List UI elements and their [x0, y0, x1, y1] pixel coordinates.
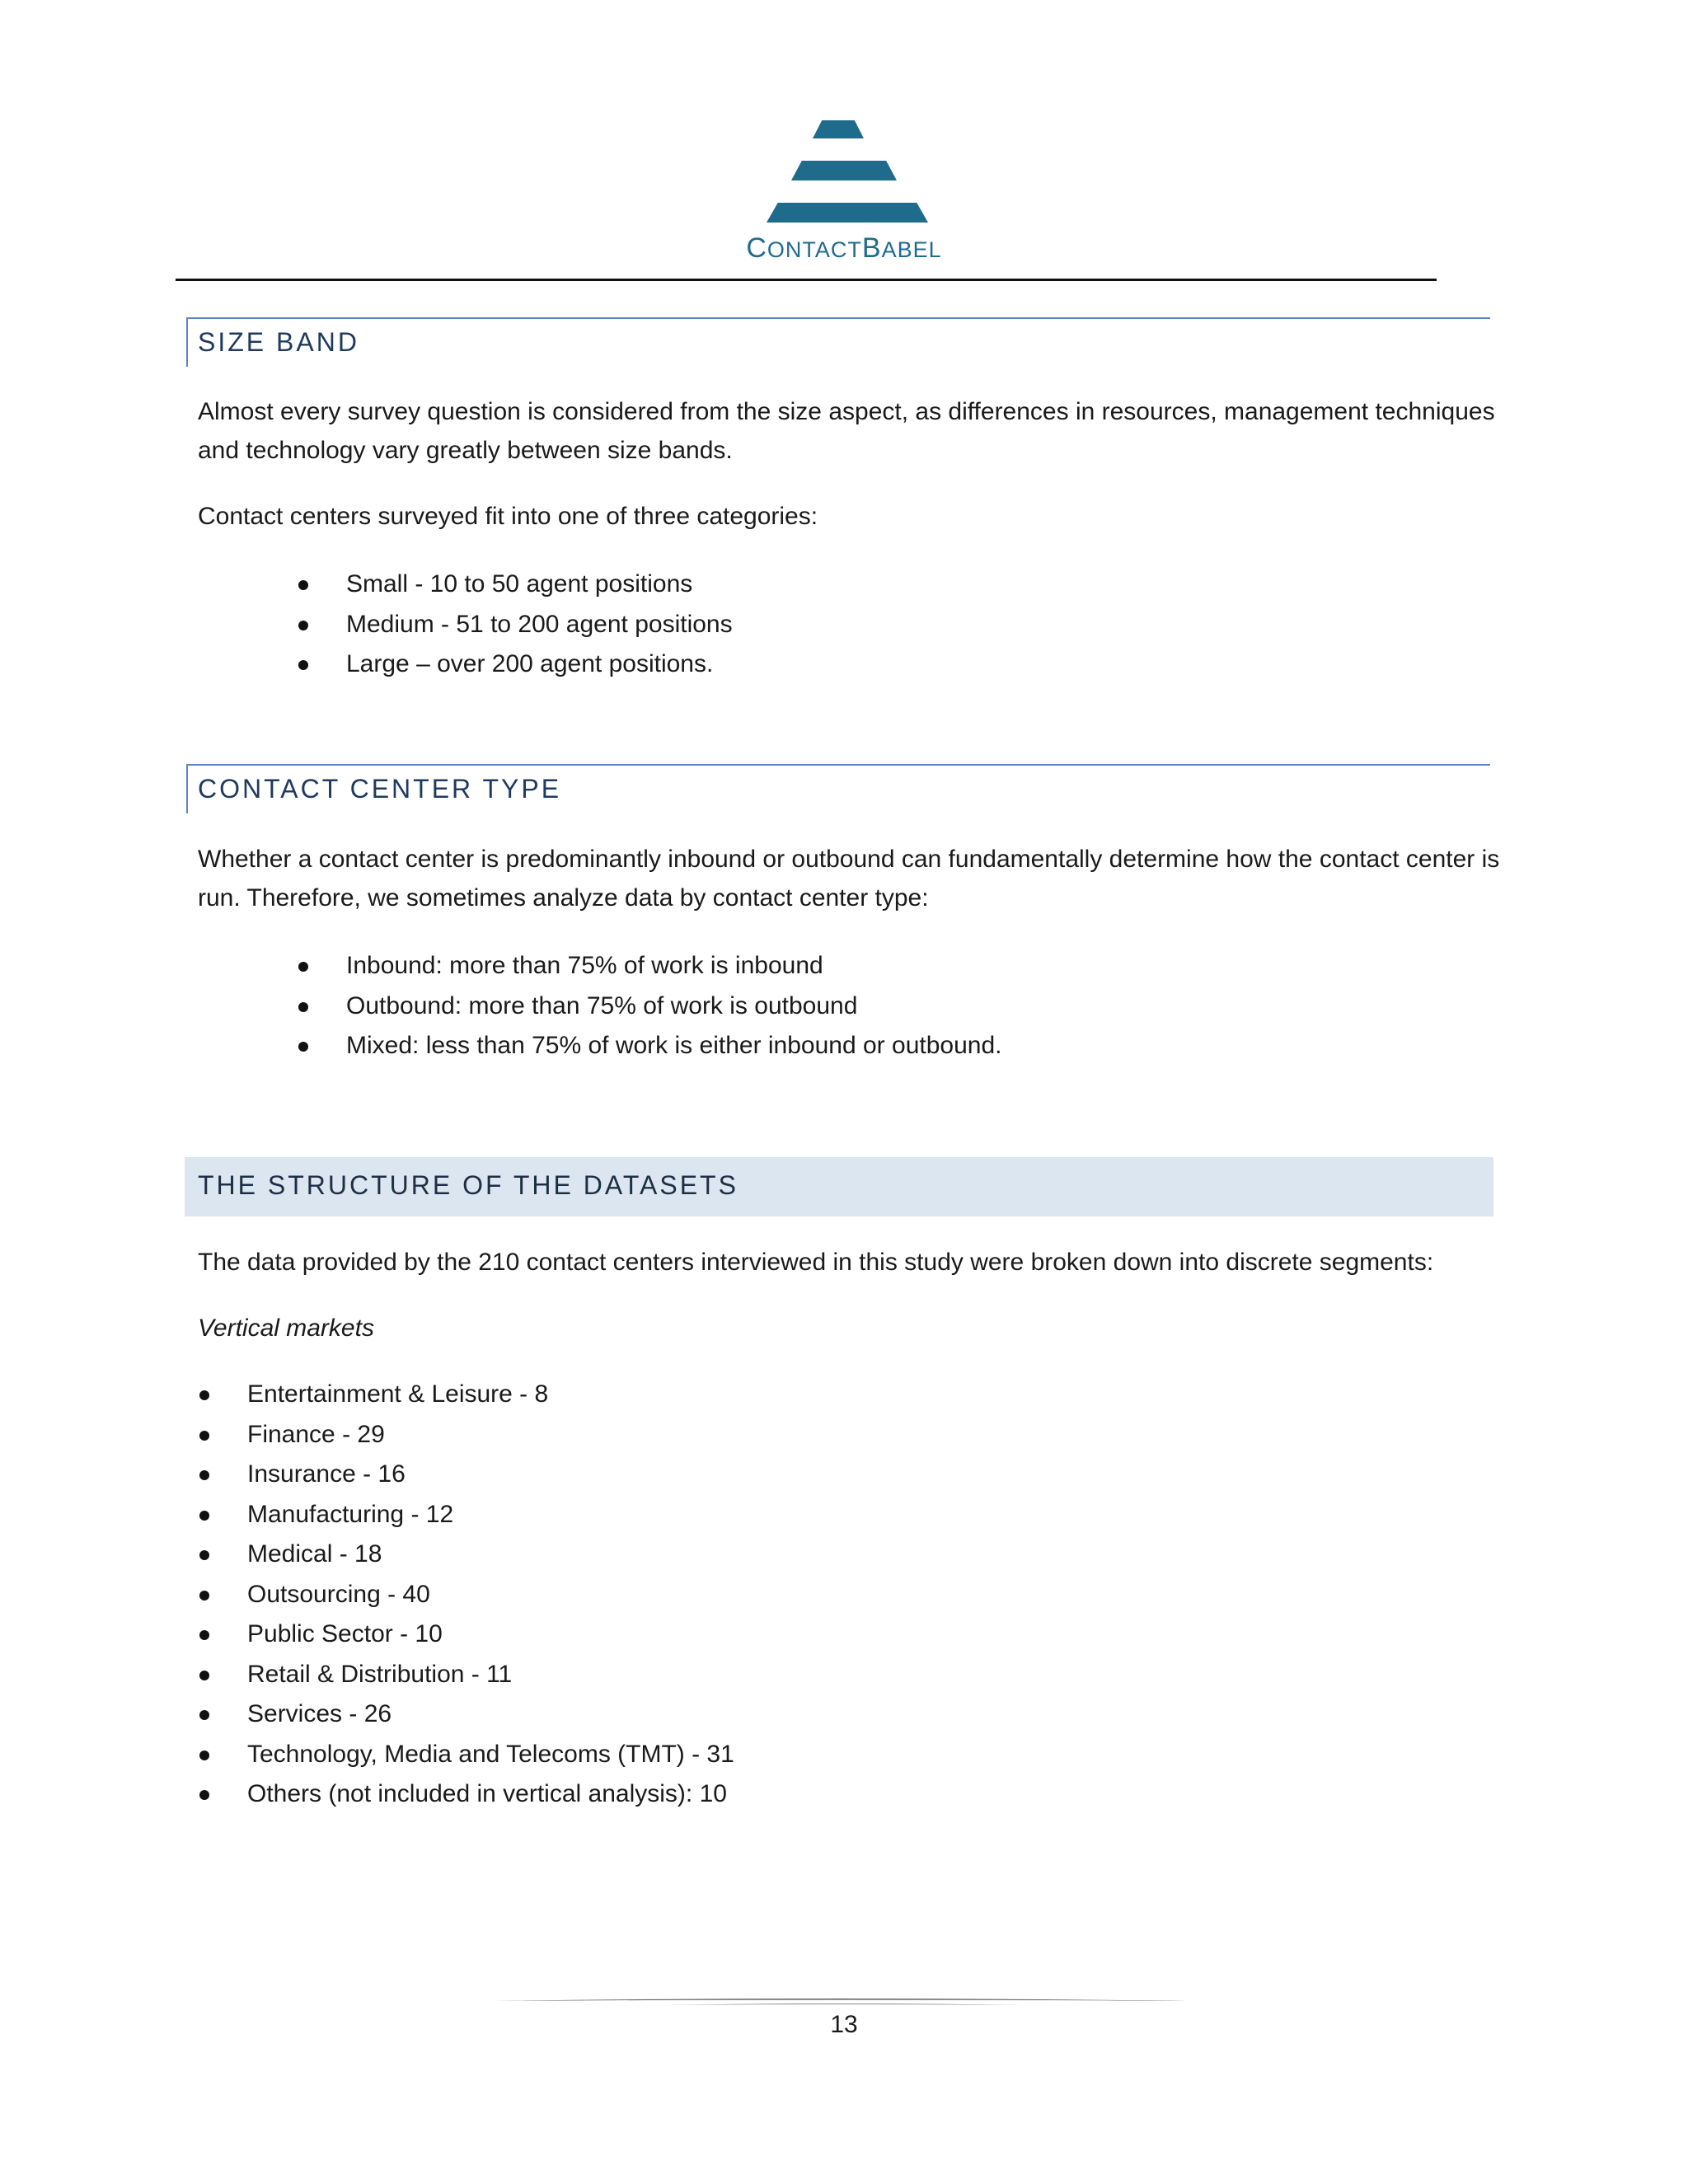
datasets-heading — [185, 1157, 1493, 1216]
list-item: Finance - 29 — [198, 1415, 734, 1455]
list-item: Retail & Distribution - 11 — [198, 1655, 734, 1695]
bullet-icon — [199, 1511, 209, 1521]
bullet-icon — [199, 1550, 209, 1560]
bullet-icon — [199, 1750, 209, 1760]
contact-center-type-paragraph: Whether a contact center is predominantly inbound or outbound can fundamentally determine how the contact center is run. Therefore, we sometimes analyze data by contact center type: — [198, 846, 1500, 912]
contact-center-type-heading — [186, 764, 1490, 813]
vertical-markets-list — [198, 1375, 734, 1815]
list-item: Manufacturing - 12 — [198, 1495, 734, 1535]
bullet-icon — [199, 1790, 209, 1800]
logo-bar-middle — [791, 161, 897, 180]
bullet-icon — [298, 1002, 308, 1012]
logo-wordmark: CONTACTBABEL — [746, 232, 942, 264]
contact-center-type-list — [297, 946, 1001, 1066]
bullet-icon — [199, 1431, 209, 1441]
vertical-markets-subheading: Vertical markets — [198, 1315, 374, 1342]
logo-bar-bottom — [767, 203, 928, 223]
list-item: Medical - 18 — [198, 1535, 734, 1575]
size-band-paragraph: Almost every survey question is considered from the size aspect, as differences in resources, management techniques and technology vary greatly between size bands. — [198, 398, 1495, 464]
bullet-icon — [199, 1671, 209, 1680]
bullet-icon — [298, 580, 308, 590]
list-item: Insurance - 16 — [198, 1455, 734, 1495]
size-band-heading — [186, 317, 1490, 367]
bullet-icon — [199, 1591, 209, 1601]
list-item: Public Sector - 10 — [198, 1615, 734, 1655]
logo-bar-top — [813, 120, 864, 138]
bullet-icon — [298, 1042, 308, 1052]
list-item: Medium - 51 to 200 agent positions — [297, 605, 733, 645]
list-item: Mixed: less than 75% of work is either inbound or outbound. — [297, 1026, 1001, 1066]
list-item: Large – over 200 agent positions. — [297, 644, 733, 685]
bullet-icon — [199, 1710, 209, 1720]
bullet-icon — [298, 660, 308, 670]
datasets-paragraph: The data provided by the 210 contact centers interviewed in this study were broken down into discrete segments: — [198, 1249, 1434, 1276]
size-band-heading-text: SIZE BAND — [198, 327, 359, 357]
bullet-icon — [199, 1390, 209, 1400]
list-item: Outbound: more than 75% of work is outbound — [297, 987, 1001, 1027]
bullet-icon — [199, 1470, 209, 1480]
list-item: Outsourcing - 40 — [198, 1575, 734, 1615]
size-band-intro: Contact centers surveyed fit into one of three categories: — [198, 503, 818, 530]
bullet-icon — [199, 1630, 209, 1640]
bullet-icon — [298, 962, 308, 972]
page-number: 13 — [830, 2011, 858, 2038]
footer-decorative-line — [495, 1998, 1187, 2009]
list-item: Entertainment & Leisure - 8 — [198, 1375, 734, 1415]
bullet-icon — [298, 621, 308, 630]
list-item: Inbound: more than 75% of work is inbound — [297, 946, 1001, 987]
size-band-list — [297, 565, 733, 685]
datasets-heading-text: THE STRUCTURE OF THE DATASETS — [198, 1170, 738, 1200]
header-rule — [176, 279, 1437, 281]
list-item: Technology, Media and Telecoms (TMT) - 31 — [198, 1735, 734, 1775]
list-item: Others (not included in vertical analysis): 10 — [198, 1774, 734, 1815]
contact-center-type-heading-text: CONTACT CENTER TYPE — [198, 774, 562, 804]
list-item: Small - 10 to 50 agent positions — [297, 565, 733, 605]
list-item: Services - 26 — [198, 1694, 734, 1735]
contactbabel-logo — [743, 115, 945, 264]
